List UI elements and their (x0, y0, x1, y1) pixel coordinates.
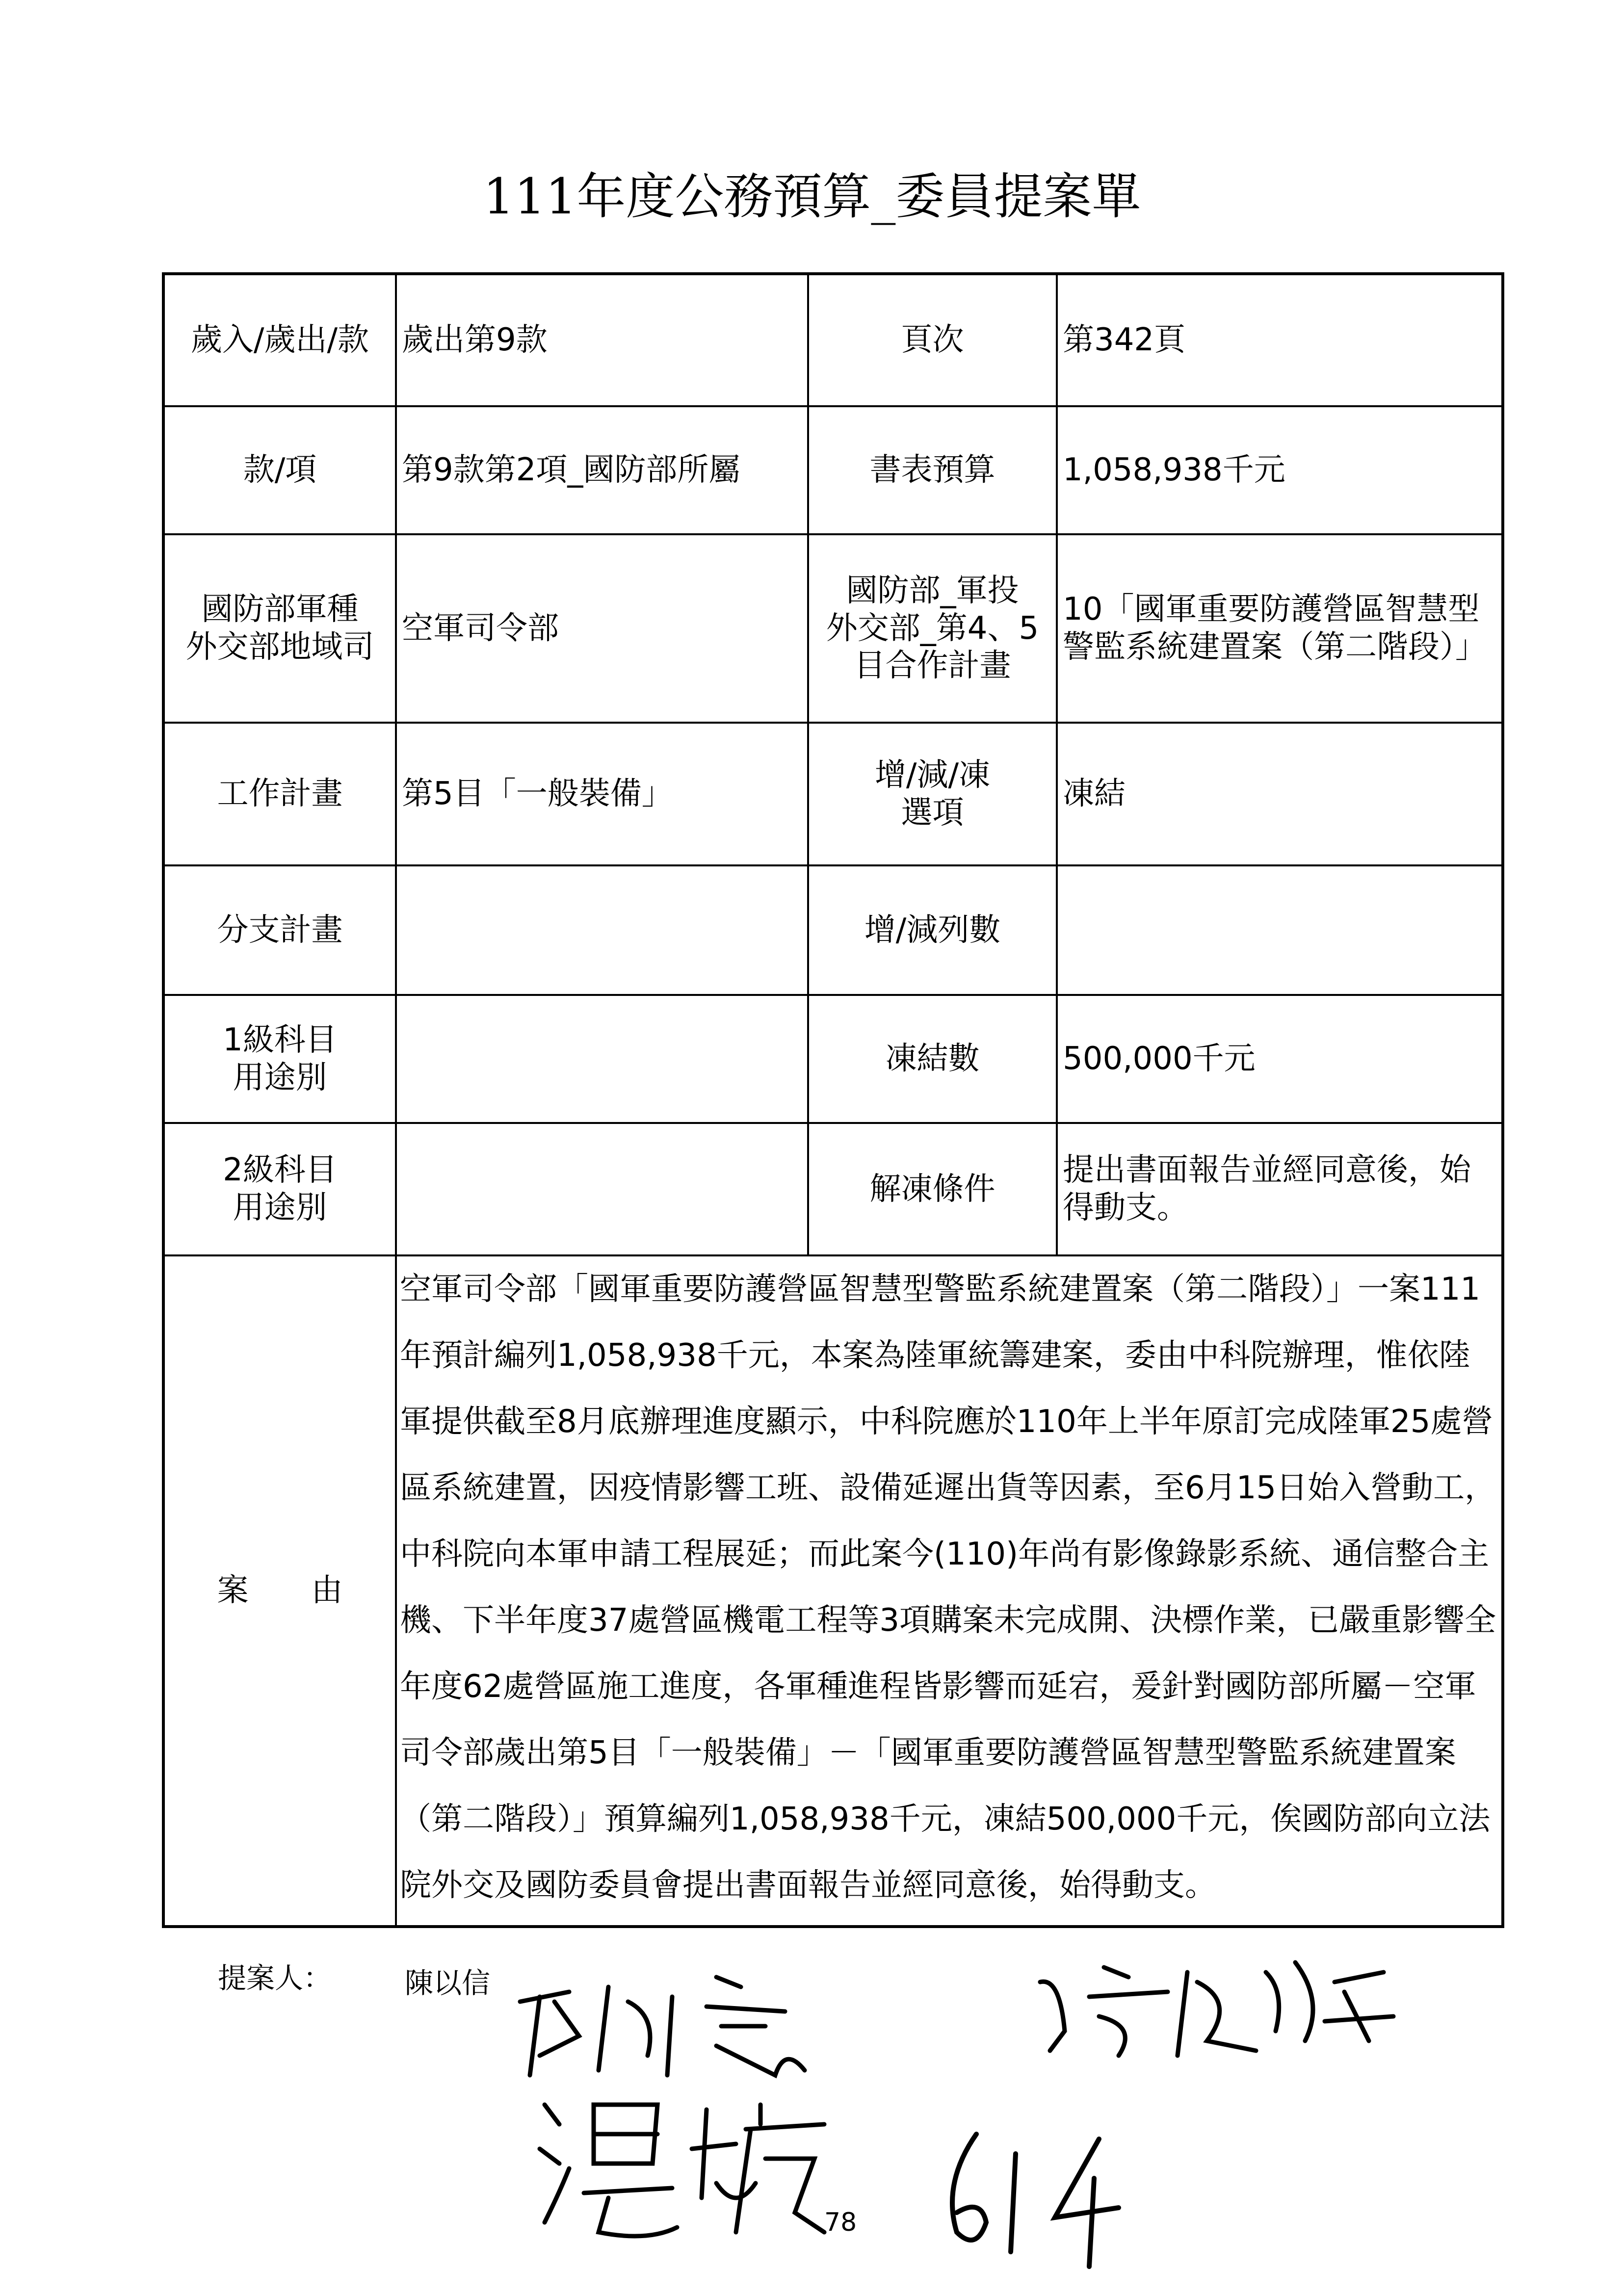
field-value (396, 995, 808, 1123)
field-value: 歲出第9款 (396, 274, 808, 406)
form-row (163, 534, 1503, 723)
form-row (163, 274, 1503, 406)
field-label: 分支計畫 (163, 865, 396, 995)
proposer-label: 提案人： (218, 1961, 332, 1995)
field-label: 歲入/歲出/款 (163, 274, 396, 406)
field-value: 1,058,938千元 (1057, 406, 1503, 534)
field-label: 國防部軍種 外交部地域司 (163, 534, 396, 723)
reason-text: 空軍司令部「國軍重要防護營區智慧型警監系統建置案（第二階段）」一案111年預計編列1,058,938千元，本案為陸軍統籌建案，委由中科院辦理，惟依陸軍提供截至8月底辦理進度顯示，中科院應於110年上半年原訂完成陸軍25處營區系統建置，因疫情影響工班、設備延遲出貨等因素，至6月15日始入營動工，中科院向本軍申請工程展延；而此案今(110)年尚有影像錄影系統、通信整合主機、下半年度37處營區機電工程等3項購案未完成開、決標作業，已嚴重影響全年度62處營區施工進度，各軍種進程皆影響而延宕，爰針對國防部所屬－空軍司令部歲出第5目「一般裝備」－「國軍重要防護營區智慧型警監系統建置案（第二階段）」預算編列1,058,938千元，凍結500,000千元，俟國防部向立法院外交及國防委員會提出書面報告並經同意後，始得動支。 (396, 1255, 1503, 1927)
field-label: 工作計畫 (163, 723, 396, 865)
field-label: 1級科目 用途別 (163, 995, 396, 1123)
field-label: 2級科目 用途別 (163, 1123, 396, 1255)
signature-3 (530, 2085, 844, 2252)
page-number: 78 (824, 2208, 857, 2237)
field-value: 500,000千元 (1057, 995, 1503, 1123)
field-value: 10「國軍重要防護營區智慧型警監系統建置案（第二階段）」 (1057, 534, 1503, 723)
handwritten-number (932, 2124, 1138, 2271)
field-value: 提出書面報告並經同意後，始得動支。 (1057, 1123, 1503, 1255)
proposer-name: 陳以信 (405, 1966, 491, 2000)
field-value (1057, 865, 1503, 995)
proposal-form-table (162, 272, 1504, 1928)
reason-label: 案 由 (163, 1255, 396, 1927)
field-value: 第342頁 (1057, 274, 1503, 406)
form-row (163, 406, 1503, 534)
field-label: 書表預算 (808, 406, 1057, 534)
signature-2 (1030, 1943, 1413, 2070)
field-value (396, 1123, 808, 1255)
form-row (163, 865, 1503, 995)
field-value (396, 865, 808, 995)
form-row (163, 1123, 1503, 1255)
form-row (163, 995, 1503, 1123)
page-title: 111年度公務預算_委員提案單 (483, 168, 1141, 225)
form-row (163, 723, 1503, 865)
signature-1 (510, 1957, 883, 2085)
field-label: 款/項 (163, 406, 396, 534)
field-label: 頁次 (808, 274, 1057, 406)
field-label: 凍結數 (808, 995, 1057, 1123)
field-value: 第9款第2項_國防部所屬 (396, 406, 808, 534)
field-label: 解凍條件 (808, 1123, 1057, 1255)
reason-row (163, 1255, 1503, 1927)
field-label: 增/減/凍 選項 (808, 723, 1057, 865)
field-value: 凍結 (1057, 723, 1503, 865)
field-label: 增/減列數 (808, 865, 1057, 995)
field-value: 第5目「一般裝備」 (396, 723, 808, 865)
field-label: 國防部_軍投 外交部_第4、5 目合作計畫 (808, 534, 1057, 723)
field-value: 空軍司令部 (396, 534, 808, 723)
